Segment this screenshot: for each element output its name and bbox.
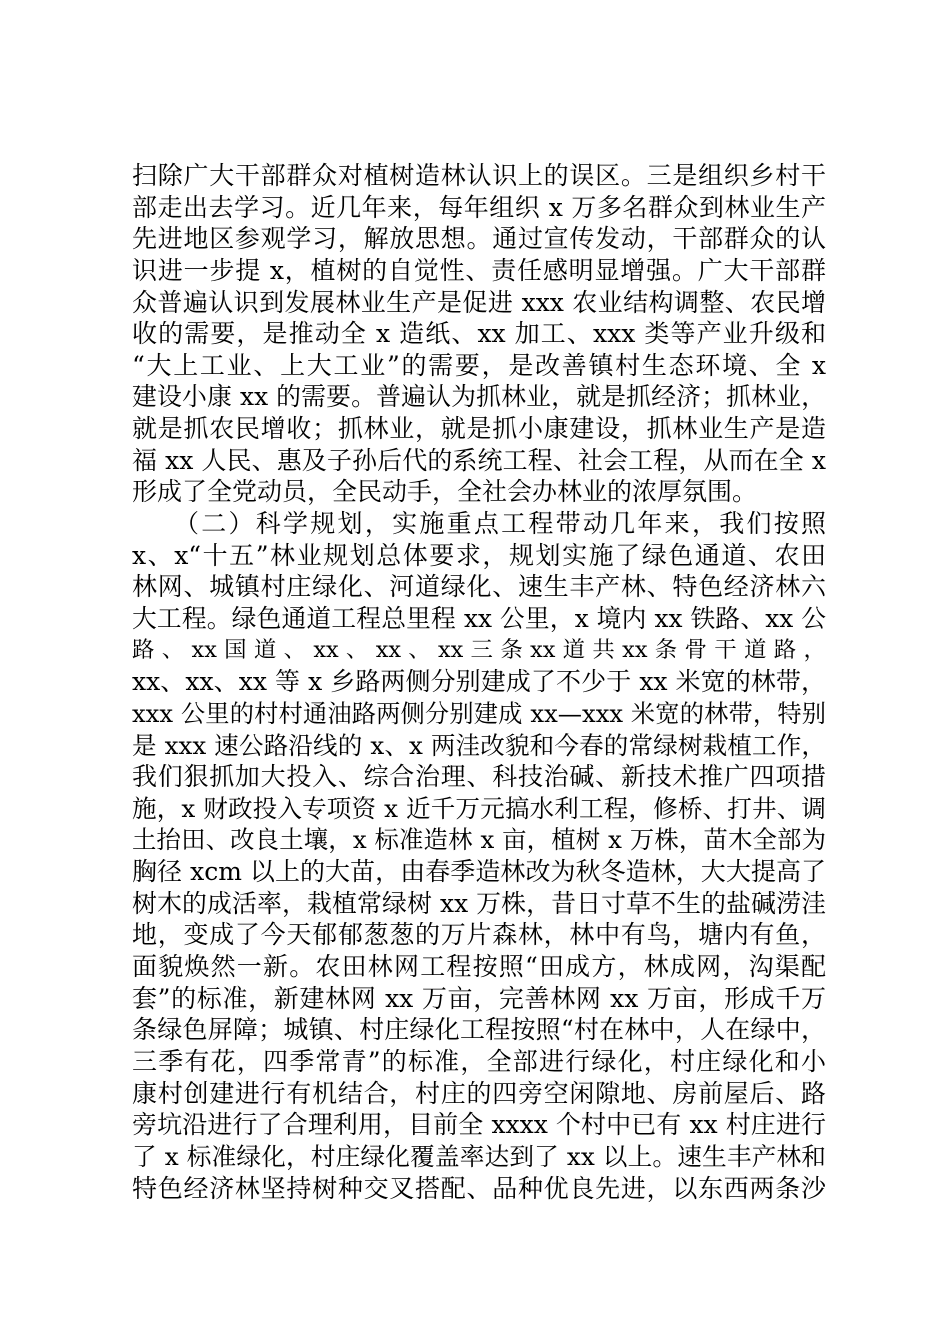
text-line: 先进地区参观学习，解放思想。通过宣传发动，干部群众的认 [132,224,826,254]
text-line: 识进一步提 x，植树的自觉性、责任感明显增强。广大干部群 [132,255,826,285]
text-line: 路 、 xx 国 道 、 xx 、 xx 、 xx 三 条 xx 道 共 xx 条 骨 干 道 路 ， [132,636,826,663]
text-line: 胸径 xcm 以上的大苗，由春季造林改为秋冬造林，大大提高了 [132,857,826,887]
text-line: 部走出去学习。近几年来，每年组织 x 万多名群众到林业生产 [132,192,826,222]
text-line: 形成了全党动员，全民动手，全社会办林业的浓厚氛围。 [132,477,758,507]
text-line: xxx 公里的村村通油路两侧分别建成 xx—xxx 米宽的林带，特别 [132,698,826,728]
text-line: 施，x 财政投入专项资 x 近千万元搞水利工程，修桥、打井、调 [132,793,826,823]
text-line: 三季有花，四季常青”的标准，全部进行绿化，村庄绿化和小 [132,1046,826,1076]
text-line: 条绿色屏障；城镇、村庄绿化工程按照“村在林中，人在绿中， [132,1015,826,1045]
text-line: 面貌焕然一新。农田林网工程按照“田成方，林成网，沟渠配 [132,952,826,982]
text-line: 我们狠抓加大投入、综合治理、科技治碱、新技术推广四项措 [132,762,826,792]
text-line: 地，变成了今天郁郁葱葱的万片森林，林中有鸟，塘内有鱼， [132,920,826,950]
text-line: 就是抓农民增收；抓林业，就是抓小康建设，抓林业生产是造 [132,414,826,444]
section-heading-line: （二）科学规划，实施重点工程带动几年来，我们按照 [174,509,826,539]
text-line: 福 xx 人民、惠及子孙后代的系统工程、社会工程，从而在全 x [132,445,826,475]
text-line: 扫除广大干部群众对植树造林认识上的误区。三是组织乡村干 [132,161,826,190]
text-line: 众普遍认识到发展林业生产是促进 xxx 农业结构调整、农民增 [132,287,826,317]
text-line: 特色经济林坚持树种交叉搭配、品种优良先进，以东西两条沙 [132,1173,826,1203]
text-line: xx、xx、xx 等 x 乡路两侧分别建成了不少于 xx 米宽的林带， [132,667,826,697]
text-line: x、x“十五”林业规划总体要求，规划实施了绿色通道、农田 [132,540,826,570]
text-line: 套”的标准，新建林网 xx 万亩，完善林网 xx 万亩，形成千万 [132,983,826,1013]
text-line: 康村创建进行有机结合，村庄的四旁空闲隙地、房前屋后、路 [132,1078,826,1108]
body-text [132,160,826,1204]
text-line: “大上工业、上大工业”的需要，是改善镇村生态环境、全 x [132,350,826,380]
text-line: 旁坑沿进行了合理利用，目前全 xxxx 个村中已有 xx 村庄进行 [132,1110,826,1140]
text-line: 大工程。绿色通道工程总里程 xx 公里，x 境内 xx 铁路、xx 公 [132,603,826,633]
text-line: 林网、城镇村庄绿化、河道绿化、速生丰产林、特色经济林六 [132,572,826,602]
text-line: 建设小康 xx 的需要。普遍认为抓林业，就是抓经济；抓林业， [132,382,826,412]
text-line: 是 xxx 速公路沿线的 x、x 两洼改貌和今春的常绿树栽植工作， [132,730,826,760]
text-line: 了 x 标准绿化，村庄绿化覆盖率达到了 xx 以上。速生丰产林和 [132,1141,826,1171]
text-line: 收的需要，是推动全 x 造纸、xx 加工、xxx 类等产业升级和 [132,319,826,349]
text-line: 树木的成活率，栽植常绿树 xx 万株，昔日寸草不生的盐碱涝洼 [132,888,826,918]
text-line: 土抬田、改良土壤，x 标准造林 x 亩，植树 x 万株，苗木全部为 [132,825,826,855]
